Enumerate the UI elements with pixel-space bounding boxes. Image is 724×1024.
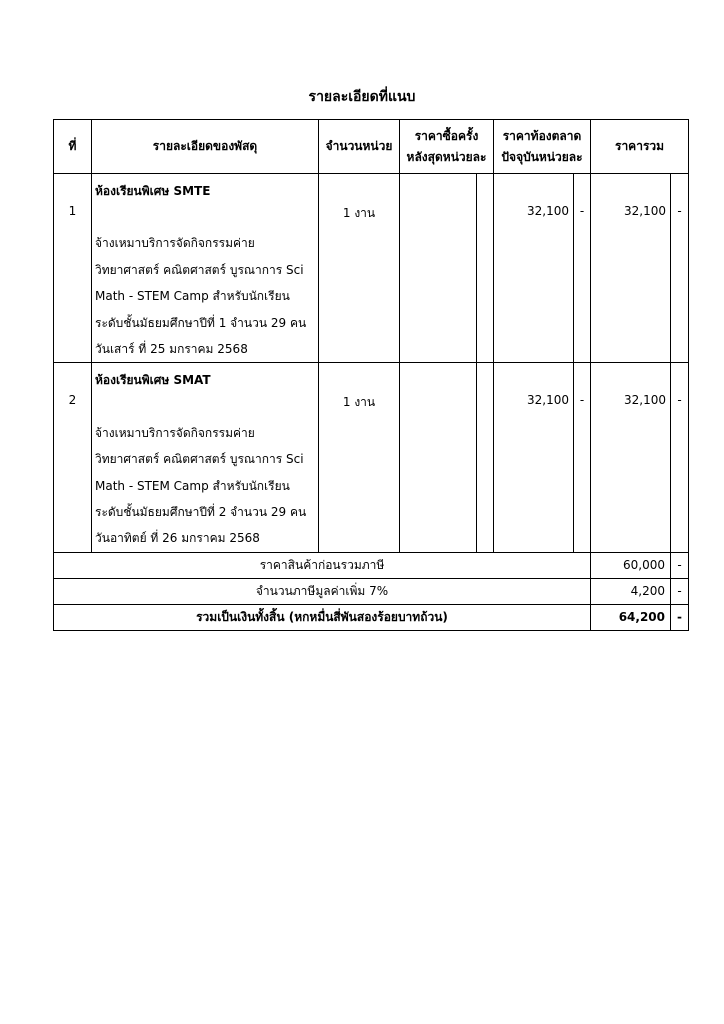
subtotal-satang: - <box>671 552 689 578</box>
grand-total-label: รวมเป็นเงินทั้งสิ้น (หกหมื่นสี่พันสองร้อยบาทถ้วน) <box>54 604 591 630</box>
vat-satang: - <box>671 578 689 604</box>
market-price: 32,100 <box>494 174 574 363</box>
last-purchase-satang <box>477 363 494 552</box>
item-desc-line: จ้างเหมาบริการจัดกิจกรรมค่าย <box>95 236 255 251</box>
header-last-purchase-line2: หลังสุดหน่วยละ <box>406 149 487 164</box>
item-name: ห้องเรียนพิเศษ SMAT <box>95 373 211 388</box>
total-satang: - <box>671 174 689 363</box>
header-quantity: จำนวนหน่วย <box>319 120 400 174</box>
subtotal-label: ราคาสินค้าก่อนรวมภาษี <box>54 552 591 578</box>
item-desc-line: วันอาทิตย์ ที่ 26 มกราคม 2568 <box>95 531 260 546</box>
vat-amount: 4,200 <box>591 578 671 604</box>
grand-total-amount: 64,200 <box>591 604 671 630</box>
market-price: 32,100 <box>494 363 574 552</box>
header-market-line2: ปัจจุบันหน่วยละ <box>501 149 583 164</box>
item-desc-line: ระดับชั้นมัธยมศึกษาปีที่ 1 จำนวน 29 คน <box>95 315 307 330</box>
item-desc-line: วิทยาศาสตร์ คณิตศาสตร์ บูรณาการ Sci <box>95 452 304 467</box>
item-desc-line: วิทยาศาสตร์ คณิตศาสตร์ บูรณาการ Sci <box>95 262 304 277</box>
item-desc-line: Math - STEM Camp สำหรับนักเรียน <box>95 478 290 493</box>
item-desc-line: วันเสาร์ ที่ 25 มกราคม 2568 <box>95 342 248 357</box>
header-market-line1: ราคาท้องตลาด <box>502 128 582 143</box>
attachment-table <box>53 119 689 631</box>
last-purchase-baht <box>400 363 477 552</box>
total-price: 32,100 <box>591 174 671 363</box>
row-number: 1 <box>54 174 92 363</box>
header-last-purchase-line1: ราคาซื้อครั้ง <box>414 128 479 143</box>
market-satang: - <box>574 174 591 363</box>
item-desc-line: จ้างเหมาบริการจัดกิจกรรมค่าย <box>95 425 255 440</box>
header-no: ที่ <box>54 120 92 174</box>
item-desc-line: ระดับชั้นมัธยมศึกษาปีที่ 2 จำนวน 29 คน <box>95 505 307 520</box>
vat-label: จำนวนภาษีมูลค่าเพิ่ม 7% <box>54 578 591 604</box>
grand-total-satang: - <box>671 604 689 630</box>
table-row <box>54 363 689 552</box>
last-purchase-satang <box>477 174 494 363</box>
vat-row <box>54 578 689 604</box>
item-name: ห้องเรียนพิเศษ SMTE <box>95 184 211 198</box>
total-price: 32,100 <box>591 363 671 552</box>
total-satang: - <box>671 363 689 552</box>
document-title: รายละเอียดที่แนบ <box>308 89 416 105</box>
item-description <box>92 363 319 552</box>
item-desc-line: Math - STEM Camp สำหรับนักเรียน <box>95 289 290 304</box>
header-last-purchase <box>400 120 494 174</box>
item-description <box>92 174 319 363</box>
row-number: 2 <box>54 363 92 552</box>
header-description: รายละเอียดของพัสดุ <box>92 120 319 174</box>
header-row <box>54 120 689 174</box>
item-quantity: 1 งาน <box>319 174 400 363</box>
subtotal-row <box>54 552 689 578</box>
subtotal-amount: 60,000 <box>591 552 671 578</box>
table-row <box>54 174 689 363</box>
grand-total-row <box>54 604 689 630</box>
header-market-price <box>494 120 591 174</box>
last-purchase-baht <box>400 174 477 363</box>
item-quantity: 1 งาน <box>319 363 400 552</box>
market-satang: - <box>574 363 591 552</box>
header-total: ราคารวม <box>591 120 689 174</box>
